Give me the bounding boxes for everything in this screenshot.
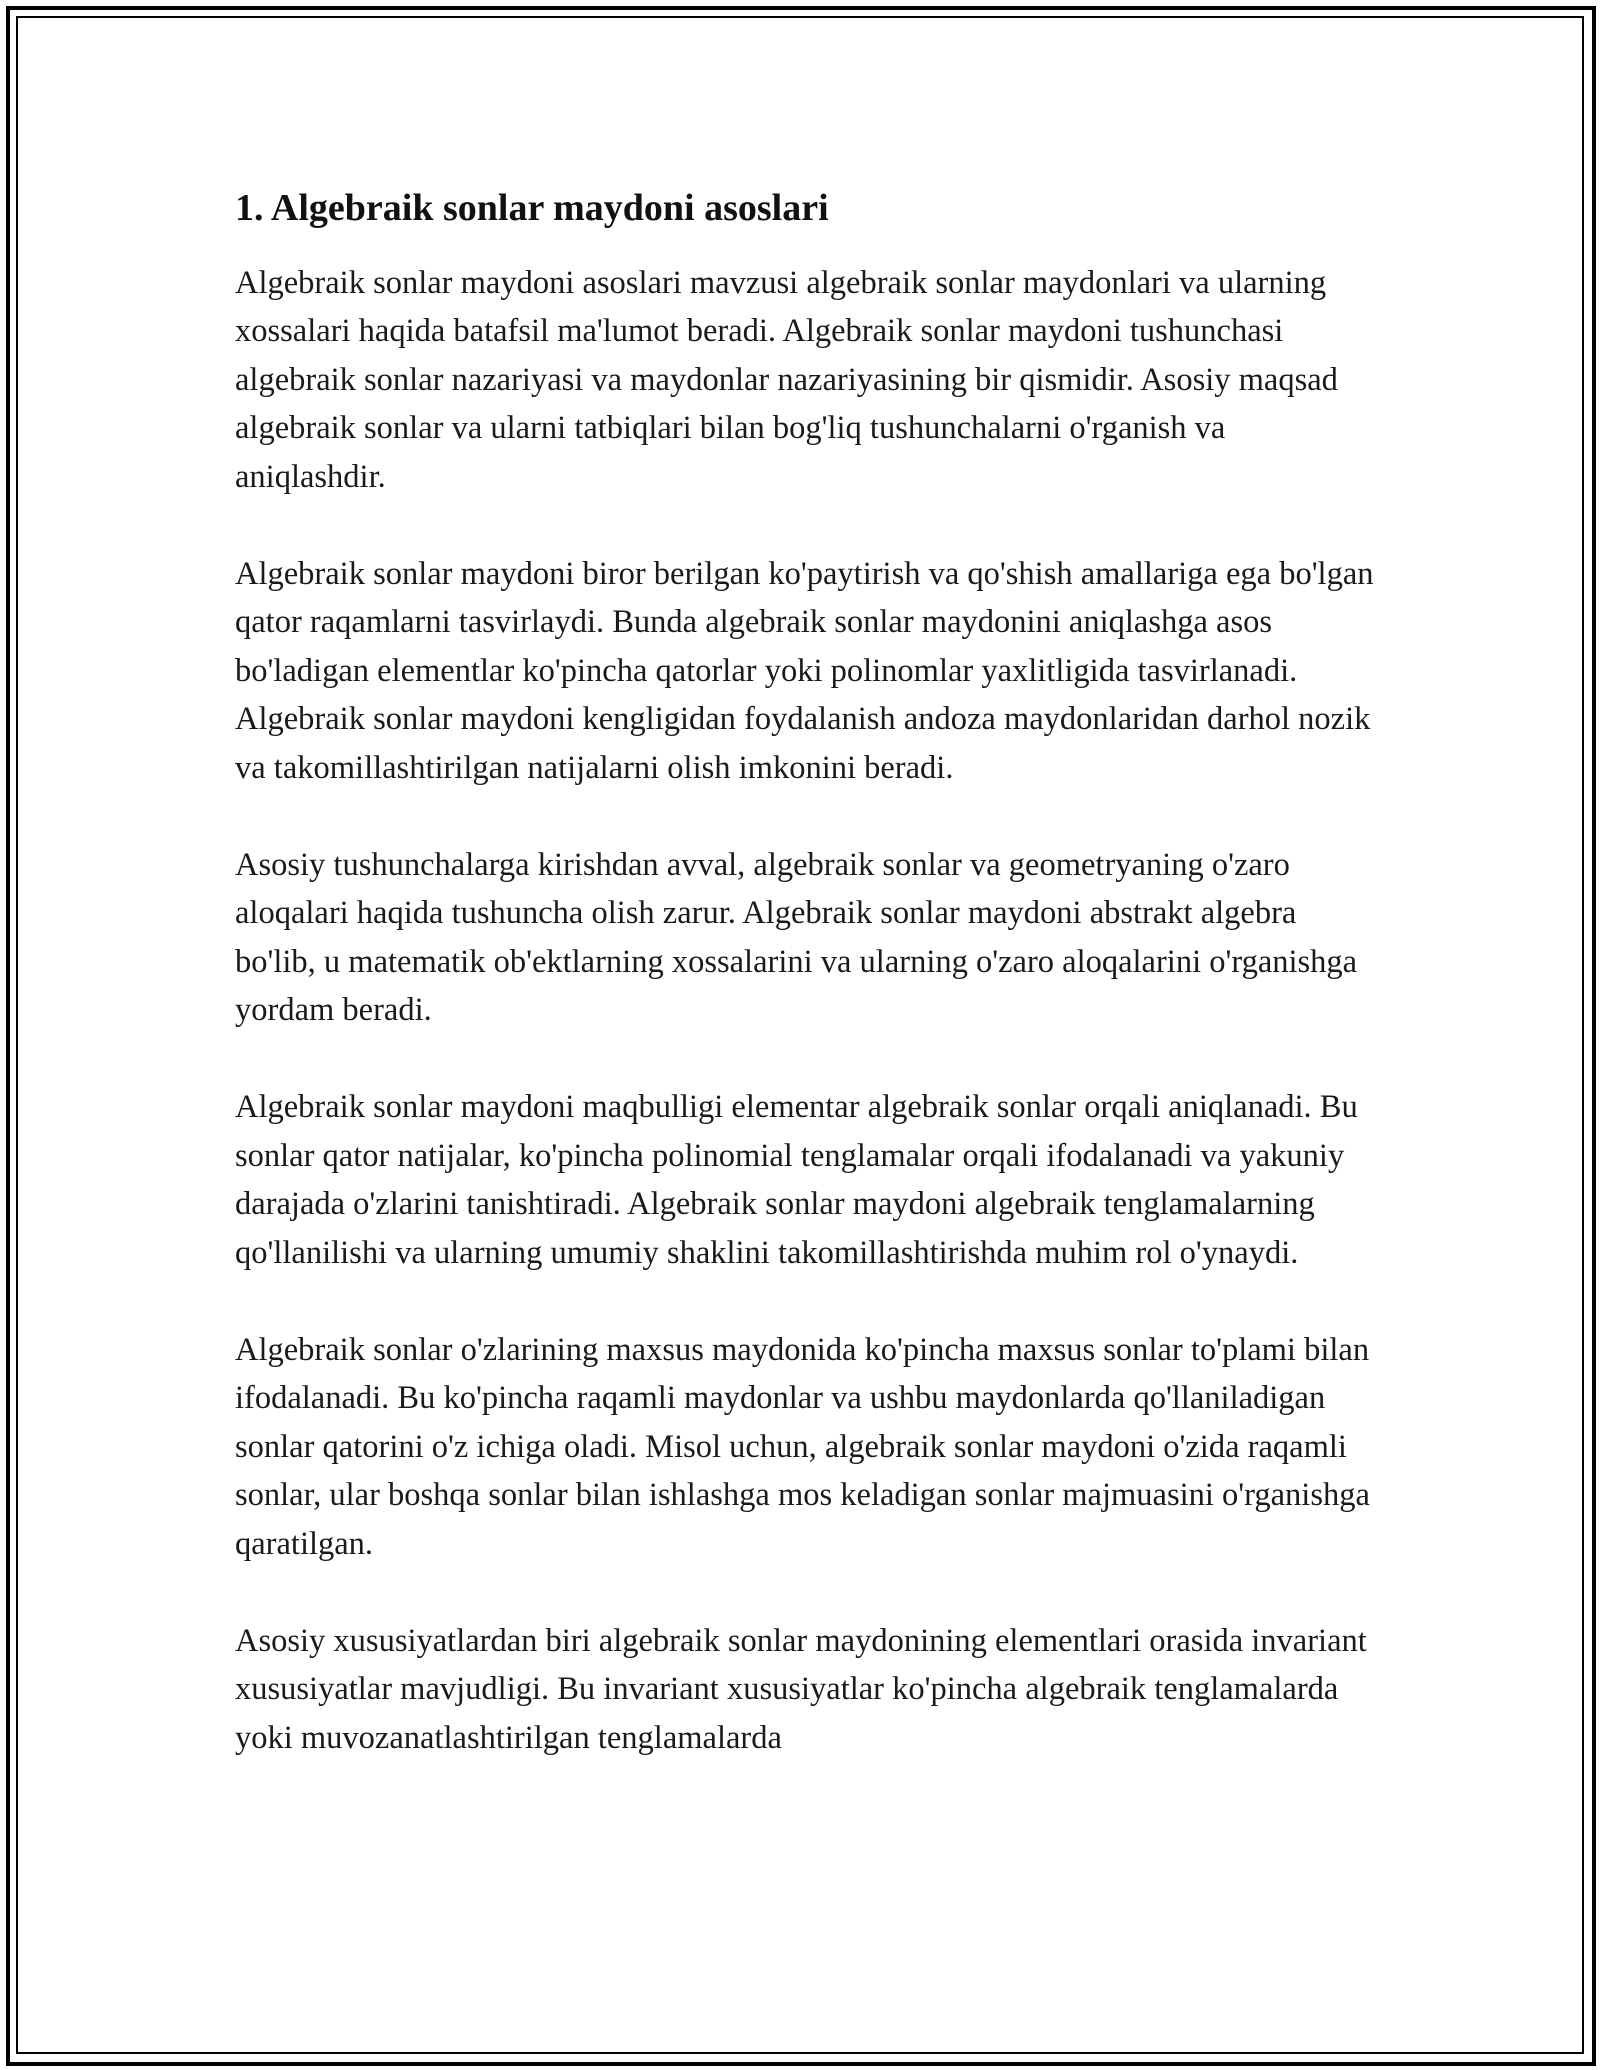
paragraph: Asosiy xususiyatlardan biri algebraik sonlar maydonining elementlari orasida invariant xususiyatlar mavjudligi. Bu invariant xususiyatlar ko'pincha algebraik tenglamalarda yoki muvozanatlashtirilgan tenglamalarda (235, 1622, 1367, 1756)
paragraph: Algebraik sonlar maydoni maqbulligi elementar algebraik sonlar orqali aniqlanadi. Bu sonlar qator natijalar, ko'pincha polinomial tenglamalar orqali ifodalanadi va yakuniy darajada o'zlarini tanishtiradi. Algebraik sonlar maydoni algebraik tenglamalarning qo'llanilishi va ularning umumiy shaklini takomillashtirishda muhim rol o'ynaydi. (235, 1089, 1358, 1271)
paragraph: Algebraik sonlar maydoni asoslari mavzusi algebraik sonlar maydonlari va ularning xossalari haqida batafsil ma'lumot beradi. Algebraik sonlar maydoni tushunchasi algebraik sonlar nazariyasi va maydonlar nazariyasining bir qismidir. Asosiy maqsad algebraik sonlar va ularni tatbiqlari bilan bog'liq tushunchalarni o'rganish va aniqlashdir. (235, 264, 1338, 495)
paragraph: Algebraik sonlar maydoni biror berilgan ko'paytirish va qo'shish amallariga ega bo'lgan qator raqamlarni tasvirlaydi. Bunda algebraik sonlar maydonini aniqlashga asos bo'ladigan elementlar ko'pincha qatorlar yoki polinomlar yaxlitligida tasvirlanadi. Algebraik sonlar maydoni kengligidan foydalanish andoza maydonlaridan darhol nozik va takomillashtirilgan natijalarni olish imkonini beradi. (235, 555, 1374, 786)
section-heading: 1. Algebraik sonlar maydoni asoslari (235, 187, 829, 229)
paragraph: Asosiy tushunchalarga kirishdan avval, algebraik sonlar va geometryaning o'zaro aloqalari haqida tushuncha olish zarur. Algebraik sonlar maydoni abstrakt algebra bo'lib, u matematik ob'ektlarning xossalarini va ularning o'zaro aloqalarini o'rganishga yordam beradi. (235, 846, 1358, 1028)
paragraph: Algebraik sonlar o'zlarining maxsus maydonida ko'pincha maxsus sonlar to'plami bilan ifodalanadi. Bu ko'pincha raqamli maydonlar va ushbu maydonlarda qo'llaniladigan sonlar qatorini o'z ichiga oladi. Misol uchun, algebraik sonlar maydoni o'zida raqamli sonlar, ular boshqa sonlar bilan ishlashga mos keladigan sonlar majmuasini o'rganishga qaratilgan. (235, 1331, 1370, 1562)
document-content (235, 185, 1375, 1811)
